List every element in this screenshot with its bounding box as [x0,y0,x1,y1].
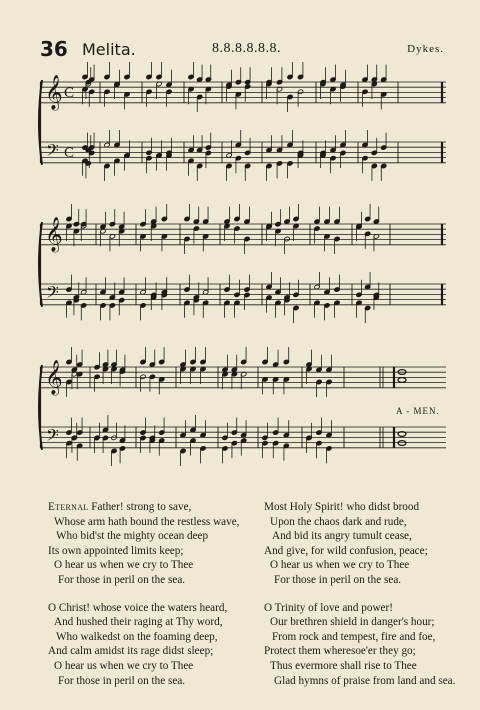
text-column-left [48,500,248,701]
music-staff-svg [40,212,446,332]
treble-clef-icon: 𝄞 [45,217,63,252]
hymn-text [48,500,456,700]
common-time-icon: C [64,85,75,101]
stanza-line: Our brethren shield in danger's hour; [270,616,435,629]
music-staff-svg [40,355,446,475]
stanza-line: And bid its angry tumult cease, [272,530,412,543]
tune-name: Melita. [82,40,136,59]
bass-clef-icon: 𝄢 [46,282,59,306]
bass-clef-icon: 𝄢 [46,140,59,164]
stanza-line: Whose arm hath bound the restless wave, [54,515,240,528]
stanza-line: Who bid'st the mighty ocean deep [56,530,209,543]
stanza-line: Upon the chaos dark and rude, [270,515,407,528]
stanza-line: And calm amidst its rage didst sleep; [48,645,214,658]
bass-clef-icon: 𝄢 [46,425,59,449]
stanza-line: O hear us when we cry to Thee [54,659,194,672]
stanza-line: Who walkedst on the foaming deep, [56,630,218,643]
stanza-line: O Trinity of love and power! [264,601,393,614]
stanza-line: Thus evermore shall rise to Thee [270,659,417,672]
page-number: 36 [40,37,68,61]
music-system-1 [40,70,446,190]
stanza-4 [264,601,464,689]
music-system-2 [40,212,446,332]
stanza-3 [48,601,248,689]
stanza-line: And hushed their raging at Thy word, [54,616,223,629]
stanza-first-word: Eternal [48,501,89,513]
stanza-line: From rock and tempest, fire and foe, [272,630,436,643]
stanza-2 [264,500,464,588]
treble-clef-icon: 𝄞 [45,360,63,395]
meter: 8.8.8.8.8.8. [212,41,281,56]
stanza-line: O hear us when we cry to Thee [270,559,410,572]
stanza-line: For those in peril on the sea. [58,674,186,687]
stanza-line: For those in peril on the sea. [274,573,402,586]
music-system-3 [40,355,446,475]
stanza-line: Glad hymns of praise from land and sea. [274,674,456,687]
treble-clef-icon: 𝄞 [45,75,63,110]
stanza-line: O hear us when we cry to Thee [54,559,194,572]
page-header [40,38,444,60]
stanza-line: Eternal Father! strong to save, [48,501,192,513]
stanza-line: Its own appointed limits keep; [48,544,184,557]
text-column-right [264,500,464,701]
stanza-line: Protect them wheresoe'er they go; [264,645,416,658]
stanza-line: And give, for wild confusion, peace; [264,544,428,557]
stanza-line: O Christ! whose voice the waters heard, [48,601,228,614]
composer: Dykes. [407,43,444,55]
music-staff-svg [40,70,446,190]
stanza-1 [48,500,248,588]
amen-label: A - MEN. [396,406,440,416]
stanza-line: Most Holy Spirit! who didst brood [264,501,420,513]
common-time-icon: C [64,145,75,161]
stanza-line: For those in peril on the sea. [58,573,186,586]
